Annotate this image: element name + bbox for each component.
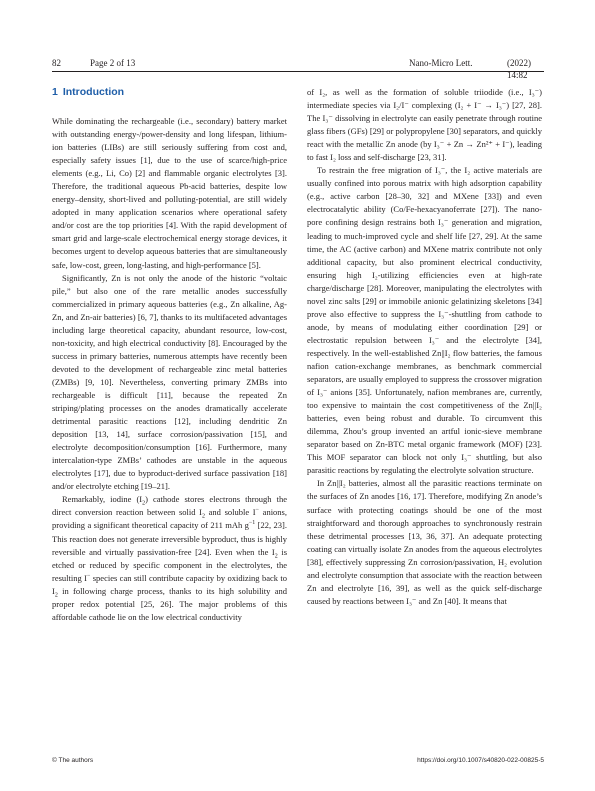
right-column (307, 86, 542, 608)
header-rule (52, 71, 544, 72)
page-number: 82 (52, 58, 61, 68)
page-footer (52, 756, 544, 766)
section-title: Introduction (62, 86, 125, 98)
journal-citation: (2022) 14:82 (507, 58, 531, 80)
running-header (52, 57, 544, 80)
journal-name: Nano-Micro Lett. (409, 58, 473, 68)
section-heading (52, 86, 287, 99)
copyright-notice: © The authors (52, 757, 94, 764)
doi-link[interactable]: https://doi.org/10.1007/s40820-022-00825-5 (417, 757, 544, 764)
paragraph-6: In Zn||I₂ batteries, almost all the parasitic reactions terminate on the surfaces of Zn anodes [16, 17]. Therefore, modifying Zn anode’s surface with protecting coatings should be one of the most straightforward and thorough approaches to synchronously restrain these detrimental processes [13, 36, 37]. An adequate protecting coating can virtually isolate Zn anodes from the aqueous electrolytes [38], effectively suppressing Zn corrosion/passivation, H₂ evolution and electrolyte consumption that associate with the reaction between Zn and electrolyte [16, 39], as well as the quick self-discharge caused by reactions between I₃⁻ and Zn [40]. It means that (307, 478, 542, 606)
paragraph-2: Significantly, Zn is not only the anode of the historic “voltaic pile,” but also one of the rare metallic anodes successfully commercialized in primary aqueous batteries (e.g., Zn alkaline, Ag-Zn, and Zn-air batteries) [6, 7], thanks to its multifaceted advantages including large theoretical capacity, abundant resource, low-cost, non-toxicity, and high electrical conductivity [8]. Encouraged by the success in primary batteries, numerous attempts have recently been devoted to the development of rechargeable zinc metal batteries (ZMBs) [9, 10]. Nevertheless, converting primary ZMBs into rechargeable is difficult [11], because the repeated Zn striping/plating processes on the anodes dramatically accelerate detrimental parasitic reactions [12], including dendritic Zn deposition [13, 14], surface corrosion/passivation [15], and electrolyte decomposition/consumption [16]. Furthermore, many intercalation-type ZMBs’ cathodes are unstable in the aqueous electrolytes [17], due to byproduct-derived surface passivation [18] and/or electrolyte etching [19–21]. (52, 272, 287, 492)
paragraph-5: To restrain the free migration of I₃⁻, the I₂ active materials are usually confined into porous matrix with high adsorption capability (e.g., active carbon [28–30, 32] and MXene [33]) and even electrocatalytic ability (Co/Fe-hexacyanoferrate [27]). The nano-pore confining design restrains both I₃⁻ generation and migration, leading to much-improved cycle and shelf life [27, 29]. At the same time, the AC (active carbon) and MXene matrix contribute not only additional capacity, but also prominent electrical conductivity, ensuring high I₂-utilizing efficiencies even at high-rate charge/discharge [28]. Moreover, manipulating the electrolytes with novel zinc salts [29] or immobile anionic gelatinizing skeletons [34] prove also effective to suppress the I₃⁻-shuttling from cathode to anode, by means of modulating either coordination [29] or electrostatic repulsion between I₃⁻ and the electrolyte [34], respectively. In the well-established Zn||I₂ flow batteries, the famous nafion cation-exchange membranes, as benchmark commercial separators, are usually employed to suppress the crossover migration of I₃⁻ anions [35]. Unfortunately, nafion membranes are, currently, too expensive to maintain the cost competitiveness of the Zn||I₂ batteries, even being robust and durable. To circumvent this dilemma, Zhou’s group invented an artful ionic-sieve membrane separator based on Zn-BTC metal organic framework (MOF) [23]. This MOF separator can block not only I₃⁻ shuttling, but also parasitic reactions by regulating the electrolyte solvation structure. (307, 165, 542, 476)
paragraph-3: Remarkably, iodine $(I_2)$ cathode stores electrons through the direct conversion reaction between solid $I_2$ and soluble I− anions, providing a significant theoretical capacity of 211 mAh $g^{-1}$ [22, 23]. This reaction does not generate irreversible byproduct, thus is highly reversible and virtually passivation-free [24]. Even when the $I_2$ is etched or reduced by specific component in the electrolytes, the resulting I− species can still contribute capacity by oxidizing back to $I_2$ in following charge process, thanks to its high solubility and proper redox potential [25, 26]. The major problems of this affordable cathode lie on the low electrical conductivity (52, 494, 287, 622)
page-of-total: Page 2 of 13 (90, 58, 136, 68)
left-column (52, 86, 287, 624)
section-number: 1 (52, 86, 58, 98)
paragraph-1: While dominating the rechargeable (i.e., secondary) battery market with outstanding energy-/power-density and long lifespan, lithium-ion batteries (LIBs) are still seriously suffering from cost and, especially safety issues [1], due to the use of scarce/high-price elements (e.g., Li, Co) [2] and flammable organic electrolytes [3]. Therefore, the traditional aqueous Pb-acid batteries, despite low energy–density, short-lived and polluting-potential, are still widely adopted in many application scenarios where operational safety and/or cost are the top priorities [4]. With the rapid development of smart grid and large-scale electrochemical energy storage devices, it becomes urgent to develop aqueous batteries that are simultaneously safe, low-cost, green, long-lasting, and high-performance [5]. (52, 116, 287, 270)
paragraph-4: of I₂, as well as the formation of soluble triiodide (i.e., I₃⁻) intermediate species via I₂/I⁻ complexing (I₂ + I⁻ → I₃⁻) [27, 28]. The I₃⁻ dissolving in electrolyte can easily penetrate through routine glass fibers (GFs) [29] or polypropylene [30] separators, and quickly react with the metallic Zn anode (by I₃⁻ + Zn → Zn²⁺ + I⁻), leading to fast I₂ loss and self-discharge [23, 31]. (307, 87, 542, 163)
